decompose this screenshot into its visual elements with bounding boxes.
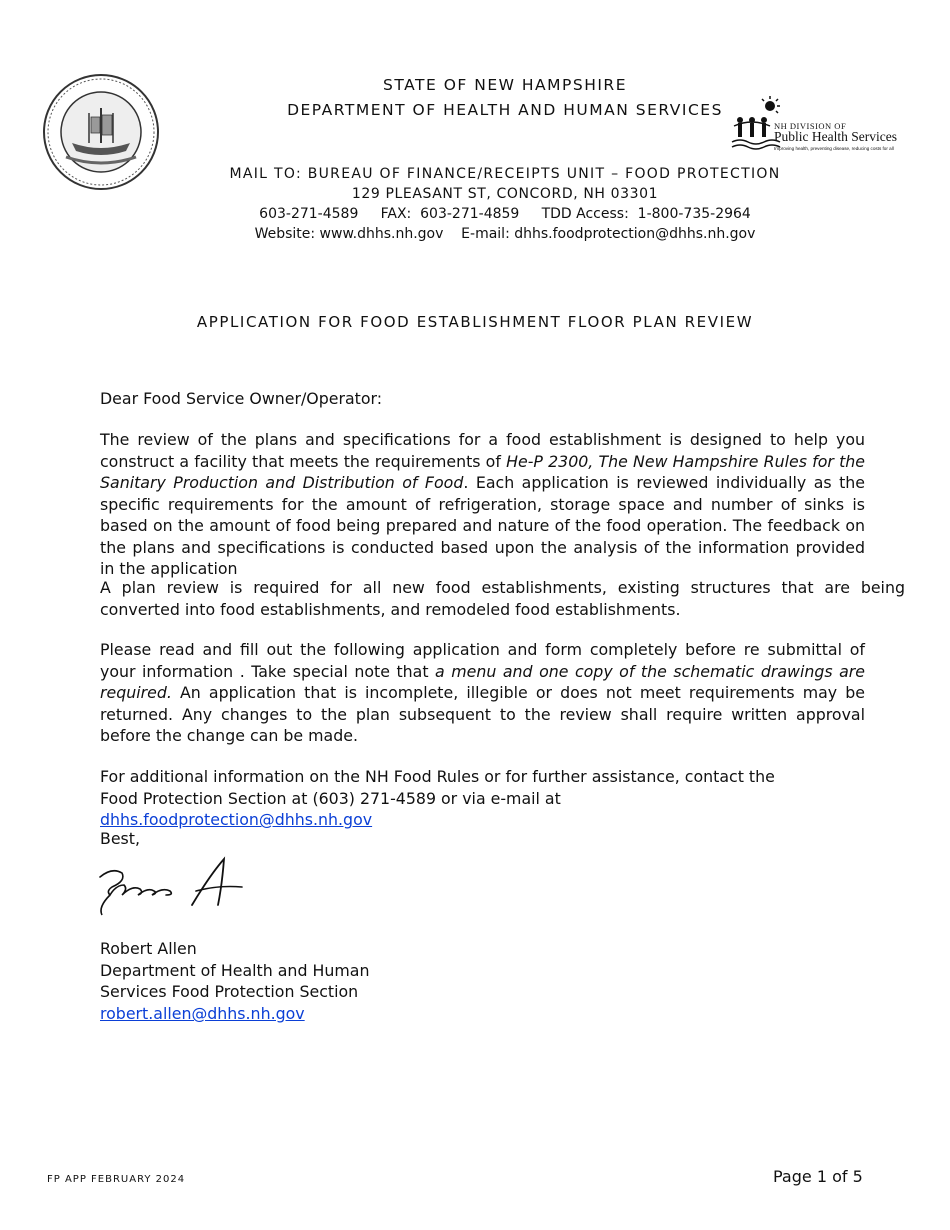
page-number: Page 1 of 5 — [773, 1167, 863, 1186]
logo-line2: Public Health Services — [774, 129, 897, 144]
signer-dept-line2: Services Food Protection Section — [100, 982, 359, 1001]
paragraph-1: The review of the plans and specifications for a food establishment is designed to help you construct a facility that meets the requirements of He-P 2300, The New Hampshire Rules for the Sanitary Production and Distribution of Food. Each application is reviewed individually as the specific requirements for the amount of refrigeration, storage space and number of sinks is based on the amount of food being prepared and nature of the food operation. The feedback on the plans and specifications is conducted based upon the analysis of the information provided in the application — [100, 430, 866, 578]
closing: Best, — [100, 829, 141, 848]
signer-dept-line1: Department of Health and Human — [100, 961, 370, 980]
food-protection-email-link[interactable]: dhhs.foodprotection@dhhs.nh.gov — [100, 810, 373, 829]
header-web-email: Website: www.dhhs.nh.gov E-mail: dhhs.foodprotection@dhhs.nh.gov — [254, 226, 756, 242]
paragraph-4: For additional information on the NH Food Rules or for further assistance, contact the Food Protection Section at (603) 271-4589 or via e-mail at dhhs.foodprotection@dhhs.nh.gov — [100, 767, 775, 829]
signer-name: Robert Allen — [100, 939, 197, 958]
header-phones: 603-271-4589 FAX: 603-271-4859 TDD Access: 1-800-735-2964 — [259, 206, 751, 222]
page-title: APPLICATION FOR FOOD ESTABLISHMENT FLOOR PLAN REVIEW — [196, 313, 754, 331]
header-department: DEPARTMENT OF HEALTH AND HUMAN SERVICES — [287, 101, 723, 119]
form-id: FP APP FEBRUARY 2024 — [47, 1174, 186, 1185]
logo-line1: NH DIVISION OF — [774, 121, 847, 131]
state-seal — [42, 73, 160, 191]
dphs-logo — [730, 96, 930, 156]
rules-citation: He-P 2300, The New Hampshire Rules for the Sanitary Production and Distribution of Food — [100, 451, 866, 492]
logo-tagline: Improving health, preventing disease, reducing costs for all — [774, 146, 894, 151]
salutation: Dear Food Service Owner/Operator: — [100, 389, 383, 408]
paragraph-2: A plan review is required for all new food establishments, existing structures that are being converted into food establishments, and remodeled food establishments. — [100, 578, 905, 619]
signature — [92, 855, 252, 925]
signer-email-link[interactable]: robert.allen@dhhs.nh.gov — [100, 1004, 305, 1023]
header-mail-to: MAIL TO: BUREAU OF FINANCE/RECEIPTS UNIT – FOOD PROTECTION — [229, 166, 781, 182]
header-address: 129 PLEASANT ST, CONCORD, NH 03301 — [351, 186, 659, 202]
paragraph-3: Please read and fill out the following application and form completely before re submittal of your information . Take special note that a menu and one copy of the schematic drawings are required. An application that is incomplete, illegible or does not meet requirements may be returned. Any changes to the plan subsequent to the review shall require written approval before the change can be made. — [100, 640, 865, 745]
required-note: a menu and one copy of the schematic drawings are required. — [100, 661, 865, 702]
header-state: STATE OF NEW HAMPSHIRE — [383, 76, 627, 94]
